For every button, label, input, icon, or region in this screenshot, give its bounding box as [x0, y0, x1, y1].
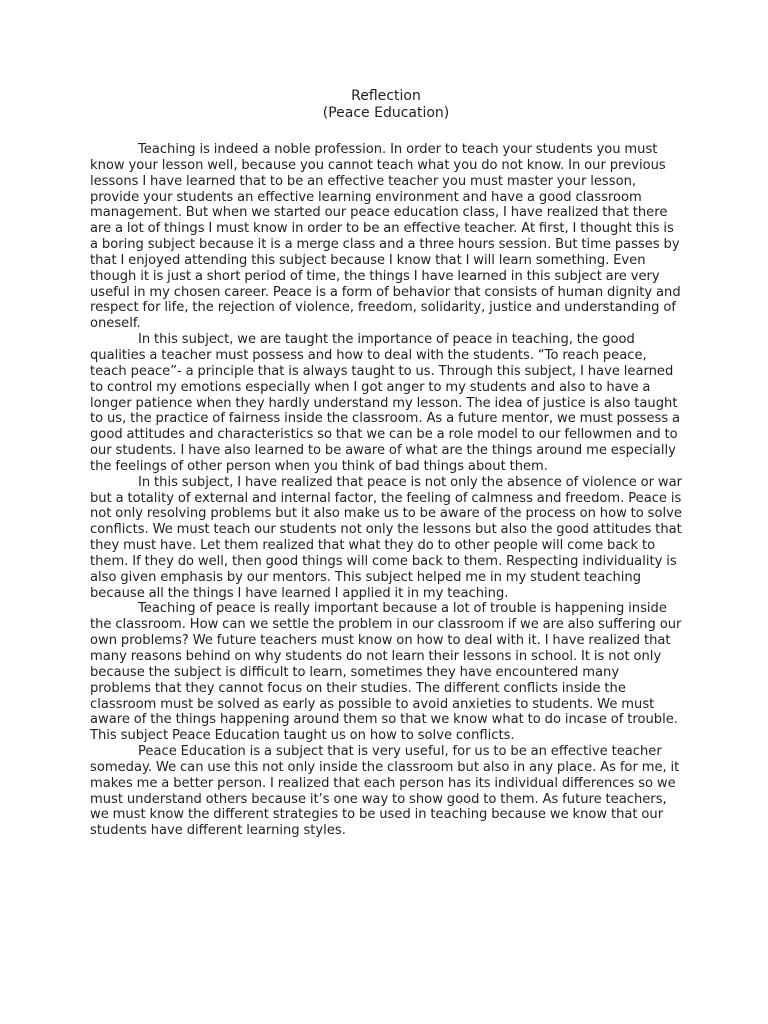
document-page	[90, 88, 682, 839]
paragraph-1: Teaching is indeed a noble profession. In order to teach your students you must know your lesson well, because you cannot teach what you do not know. In our previous lessons I have learned that to be an effective teacher you must master your lesson, provide your students an effective learning environment and have a good classroom management. But when we started our peace education class, I have realized that there are a lot of things I must know in order to be an effective teacher. At first, I thought this is a boring subject because it is a merge class and a three hours session. But time passes by that I enjoyed attending this subject because I know that I will learn something. Even though it is just a short period of time, the things I have learned in this subject are very useful in my chosen career. Peace is a form of behavior that consists of human dignity and respect for life, the rejection of violence, freedom, solidarity, justice and understanding of oneself.	[90, 142, 681, 332]
paragraph-3: In this subject, I have realized that peace is not only the absence of violence or war but a totality of external and internal factor, the feeling of calmness and freedom. Peace is not only resolving problems but it also make us to be aware of the process on how to solve conflicts. We must teach our students not only the lessons but also the good attitudes that they must have. Let them realized that what they do to other people will come back to them. If they do well, then good things will come back to them. Respecting individuality is also given emphasis by our mentors. This subject helped me in my student teaching because all the things I have learned I applied it in my teaching.	[90, 474, 683, 601]
title-block	[90, 88, 682, 122]
document-body	[90, 142, 682, 839]
document-title: Reflection	[351, 88, 421, 104]
paragraph-4: Teaching of peace is really important because a lot of trouble is happening inside the classroom. How can we settle the problem in our classroom if we are also suffering our own problems? We future teachers must know on how to deal with it. I have realized that many reasons behind on why students do not learn their lessons in school. It is not only because the subject is difficult to learn, sometimes they have encountered many problems that they cannot focus on their studies. The different conflicts inside the classroom must be solved as early as possible to avoid anxieties to students. We must aware of the things happening around them so that we know what to do incase of trouble. This subject Peace Education taught us on how to solve conflicts.	[90, 601, 682, 744]
paragraph-5: Peace Education is a subject that is very useful, for us to be an effective teacher someday. We can use this not only inside the classroom but also in any place. As for me, it makes me a better person. I realized that each person has its individual differences so we must understand others because it’s one way to show good to them. As future teachers, we must know the different strategies to be used in teaching because we know that our students have different learning styles.	[90, 744, 680, 839]
document-subtitle: (Peace Education)	[322, 105, 450, 121]
paragraph-2: In this subject, we are taught the importance of peace in teaching, the good qualities a teacher must possess and how to deal with the students. “To reach peace, teach peace”- a principle that is always taught to us. Through this subject, I have learned to control my emotions especially when I got anger to my students and also to have a longer patience when they hardly understand my lesson. The idea of justice is also taught to us, the practice of fairness inside the classroom. As a future mentor, we must possess a good attitudes and characteristics so that we can be a role model to our fellowmen and to our students. I have also learned to be aware of what are the things around me especially the feelings of other person when you think of bad things about them.	[90, 332, 681, 474]
